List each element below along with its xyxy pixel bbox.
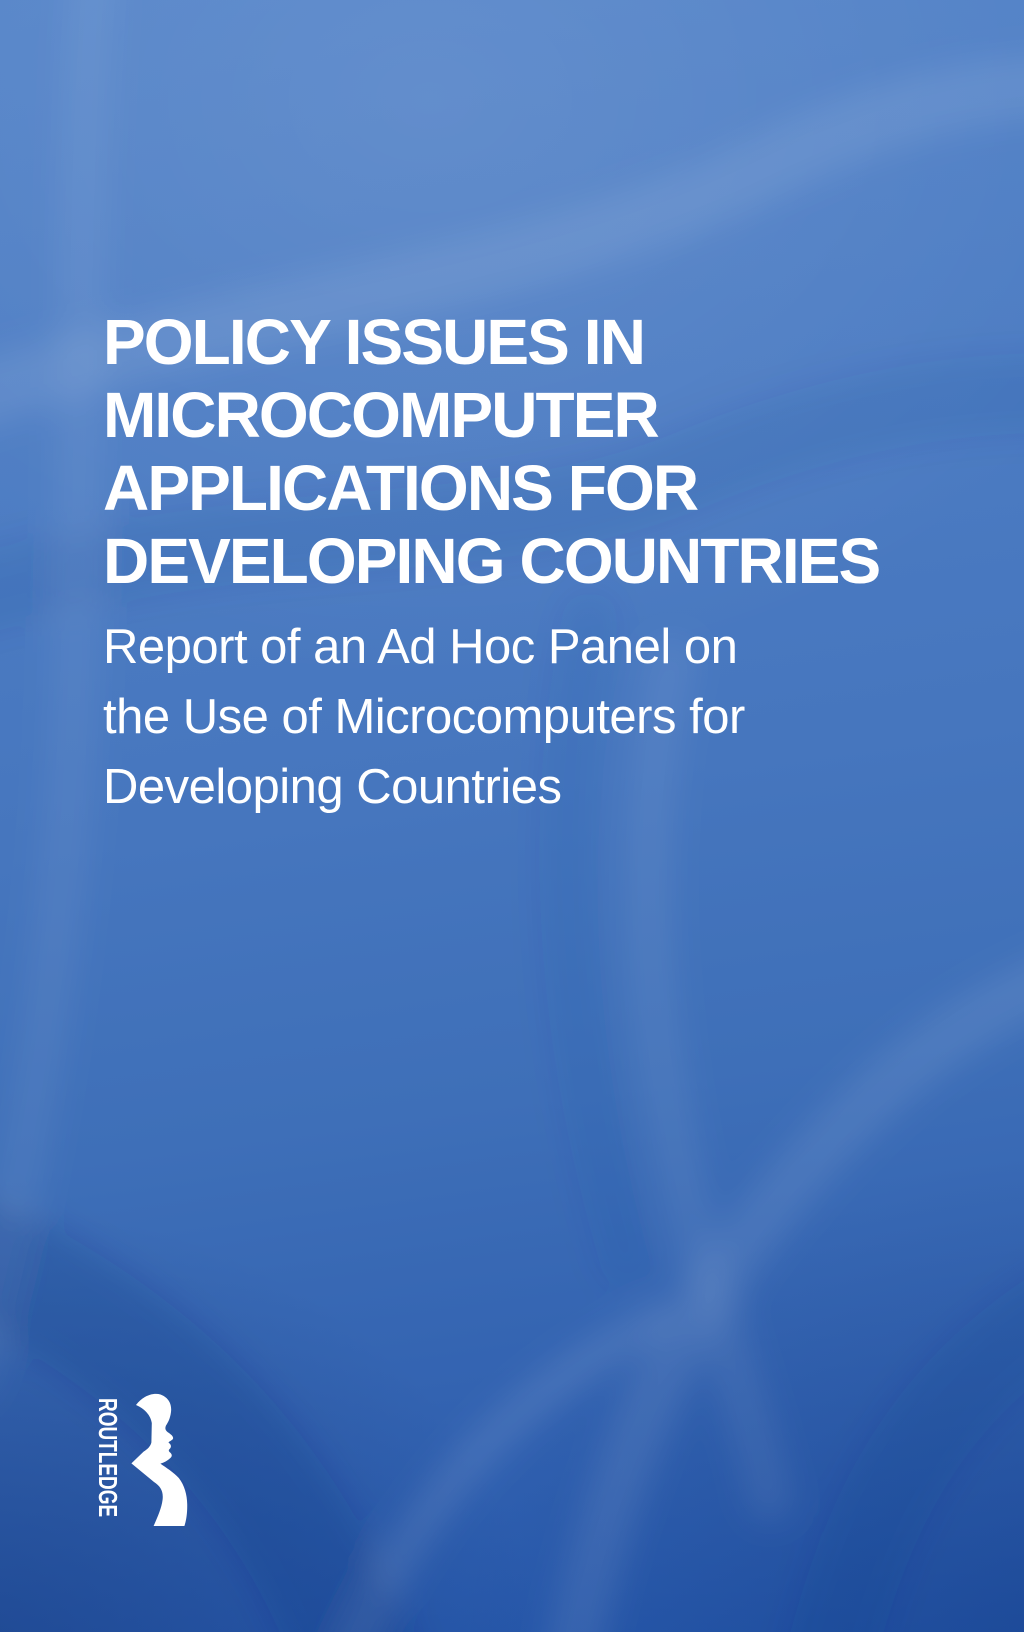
publisher-logo [95, 1392, 195, 1532]
publisher-name: ROUTLEDGE [93, 1398, 123, 1518]
subtitle-line-3: Developing Countries [103, 760, 562, 814]
title-line-1: POLICY ISSUES IN [103, 306, 645, 378]
subtitle-line-1: Report of an Ad Hoc Panel on [103, 620, 738, 674]
book-subtitle [103, 612, 983, 822]
routledge-r-head-icon [129, 1392, 191, 1528]
title-line-4: DEVELOPING COUNTRIES [103, 525, 880, 597]
subtitle-line-2: the Use of Microcomputers for [103, 690, 745, 744]
book-title [103, 306, 983, 598]
title-line-3: APPLICATIONS FOR [103, 452, 698, 524]
title-line-2: MICROCOMPUTER [103, 379, 658, 451]
